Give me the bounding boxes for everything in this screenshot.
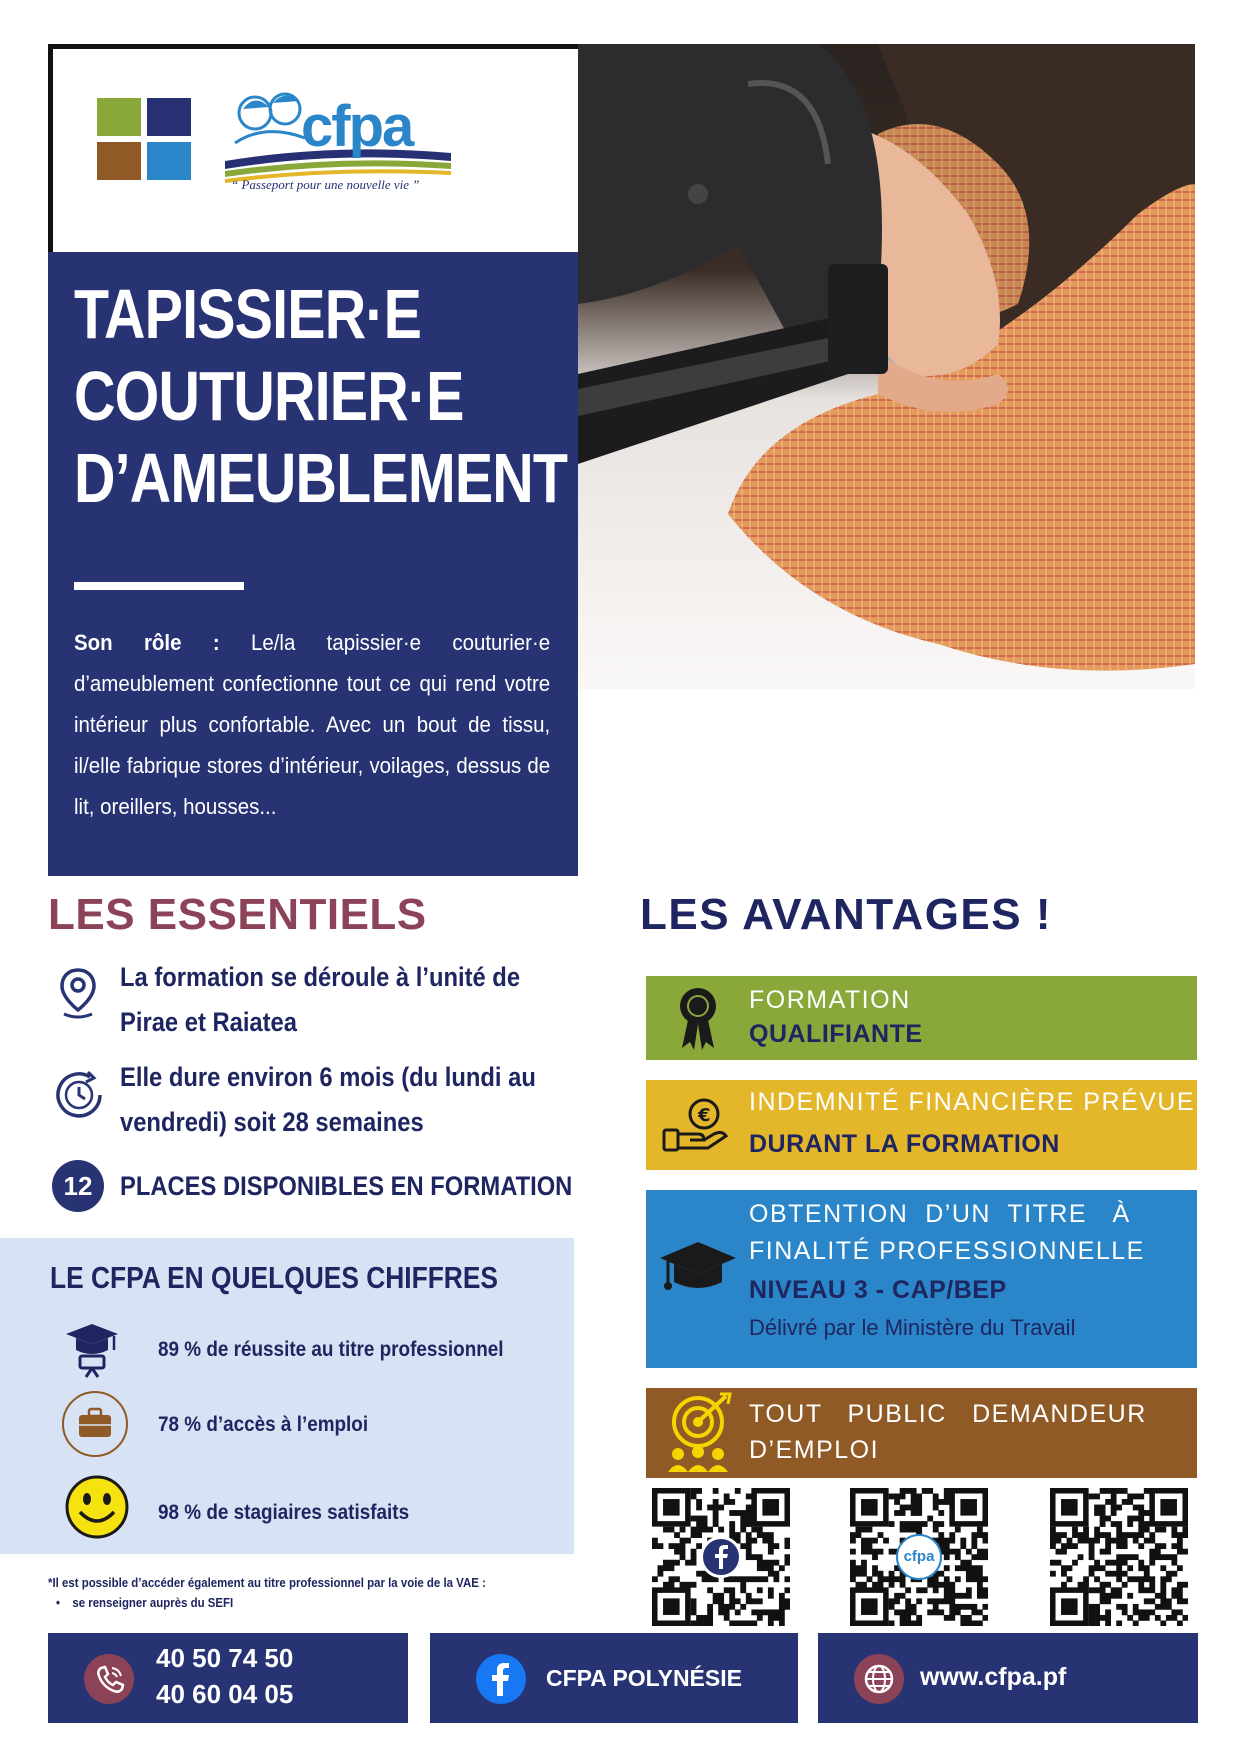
logo-square-green bbox=[97, 98, 141, 136]
advantage-3-line-3: NIVEAU 3 - CAP/BEP bbox=[749, 1276, 1007, 1304]
logo-header bbox=[48, 44, 578, 252]
cfpa-figures-panel bbox=[0, 1238, 574, 1554]
advantage-4-line-2: D’EMPLOI bbox=[749, 1436, 880, 1464]
money-hand-icon bbox=[662, 1096, 732, 1156]
duration-line-2: vendredi) soit 28 semaines bbox=[120, 1107, 424, 1137]
smiley-icon bbox=[64, 1474, 130, 1540]
vae-footnote bbox=[48, 1575, 546, 1610]
avantages-heading: LES AVANTAGES ! bbox=[640, 890, 1052, 939]
hero-photo-staple-gun-upholstery bbox=[578, 44, 1195, 689]
clock-icon bbox=[52, 1068, 106, 1122]
svg-text:€: € bbox=[698, 1105, 711, 1126]
employment-rate: 78 % d’accès à l’emploi bbox=[158, 1413, 369, 1436]
globe-icon bbox=[854, 1654, 904, 1704]
advantage-2-line-2: DURANT LA FORMATION bbox=[749, 1130, 1060, 1158]
qr-facebook-badge bbox=[700, 1536, 742, 1578]
footer-facebook[interactable] bbox=[430, 1633, 798, 1723]
role-label: Son rôle : bbox=[74, 630, 220, 655]
location-line-1: La formation se déroule à l’unité de bbox=[120, 962, 521, 992]
phone-number-2[interactable]: 40 60 04 05 bbox=[156, 1679, 294, 1709]
logo-square-navy bbox=[147, 98, 191, 136]
phone-icon bbox=[84, 1654, 134, 1704]
satisfaction-rate: 98 % de stagiaires satisfaits bbox=[158, 1501, 410, 1524]
footer-phone bbox=[48, 1633, 408, 1723]
graduation-diploma-icon bbox=[64, 1320, 120, 1378]
advantage-qualifying bbox=[646, 976, 1197, 1060]
duration-line-1: Elle dure environ 6 mois (du lundi au bbox=[120, 1062, 536, 1092]
qr-code-pattern bbox=[1050, 1488, 1188, 1626]
title-block bbox=[48, 252, 578, 876]
advantage-2-line-1: INDEMNITÉ FINANCIÈRE PRÉVUE bbox=[749, 1088, 1196, 1116]
target-group-icon bbox=[662, 1392, 738, 1474]
title-line-3: D’AMEUBLEMENT bbox=[74, 439, 568, 517]
qr-code-website[interactable] bbox=[1050, 1488, 1188, 1626]
title-line-2: COUTURIER·E bbox=[74, 357, 464, 435]
essentials-heading: LES ESSENTIELS bbox=[48, 890, 427, 939]
briefcase-icon bbox=[62, 1391, 128, 1457]
facebook-page-name[interactable]: CFPA POLYNÉSIE bbox=[546, 1665, 742, 1691]
success-rate: 89 % de réussite au titre professionnel bbox=[158, 1338, 504, 1361]
advantage-certification bbox=[646, 1190, 1197, 1368]
advantage-allowance bbox=[646, 1080, 1197, 1170]
places-count: 12 bbox=[63, 1171, 93, 1201]
advantage-3-line-1: OBTENTION D’UN TITRE À bbox=[749, 1200, 1131, 1228]
cfpa-logo-icon: cfpa bbox=[903, 1548, 935, 1565]
location-pin-icon bbox=[58, 966, 98, 1020]
title-line-1: TAPISSIER·E bbox=[74, 275, 422, 353]
qr-cfpa-badge bbox=[896, 1534, 942, 1580]
location-line-2: Pirae et Raiatea bbox=[120, 1007, 297, 1037]
footer-website[interactable] bbox=[818, 1633, 1198, 1723]
bullet-dot: • bbox=[56, 1595, 61, 1610]
vae-note-line: *Il est possible d’accéder également au titre professionnel par la voie de la VAE : bbox=[48, 1575, 486, 1590]
advantage-3-line-2: FINALITÉ PROFESSIONNELLE bbox=[749, 1237, 1145, 1265]
graduation-cap-icon bbox=[658, 1238, 738, 1300]
award-ribbon-icon bbox=[676, 982, 720, 1054]
role-description bbox=[74, 622, 550, 827]
phone-number-1[interactable]: 40 50 74 50 bbox=[156, 1643, 294, 1673]
location-text bbox=[120, 955, 520, 1045]
advantage-public bbox=[646, 1388, 1197, 1478]
vae-bullet-text: se renseigner auprès du SEFI bbox=[72, 1595, 234, 1610]
advantage-4-line-1: TOUT PUBLIC DEMANDEUR bbox=[749, 1400, 1147, 1428]
logo-square-blue bbox=[147, 142, 191, 180]
role-text: Le/la tapissier·e couturier·e d’ameublement confectionne tout ce qui rend votre intérieur plus confortable. Avec un bout de tissu, il/elle fabrique stores d’intérieur, voilages, dessus de lit, oreillers, housses... bbox=[74, 630, 551, 819]
vae-note-bullet bbox=[56, 1595, 487, 1610]
website-url[interactable]: www.cfpa.pf bbox=[920, 1663, 1067, 1691]
places-text: PLACES DISPONIBLES EN FORMATION bbox=[120, 1171, 573, 1201]
logo-tagline: “ Passeport pour une nouvelle vie ” bbox=[231, 177, 420, 192]
places-count-badge bbox=[52, 1160, 104, 1212]
figures-heading: LE CFPA EN QUELQUES CHIFFRES bbox=[50, 1260, 498, 1295]
cfpa-wordmark: cfpa bbox=[301, 94, 413, 159]
advantage-3-line-4: Délivré par le Ministère du Travail bbox=[749, 1315, 1076, 1340]
advantage-1-line-2: QUALIFIANTE bbox=[749, 1020, 923, 1048]
duration-text bbox=[120, 1055, 536, 1145]
photo-illustration bbox=[578, 44, 1195, 689]
facebook-icon bbox=[476, 1654, 526, 1704]
advantage-1-line-1: FORMATION bbox=[749, 986, 911, 1014]
title-divider bbox=[74, 582, 244, 590]
facebook-icon bbox=[703, 1539, 739, 1575]
logo-square-brown bbox=[97, 142, 141, 180]
